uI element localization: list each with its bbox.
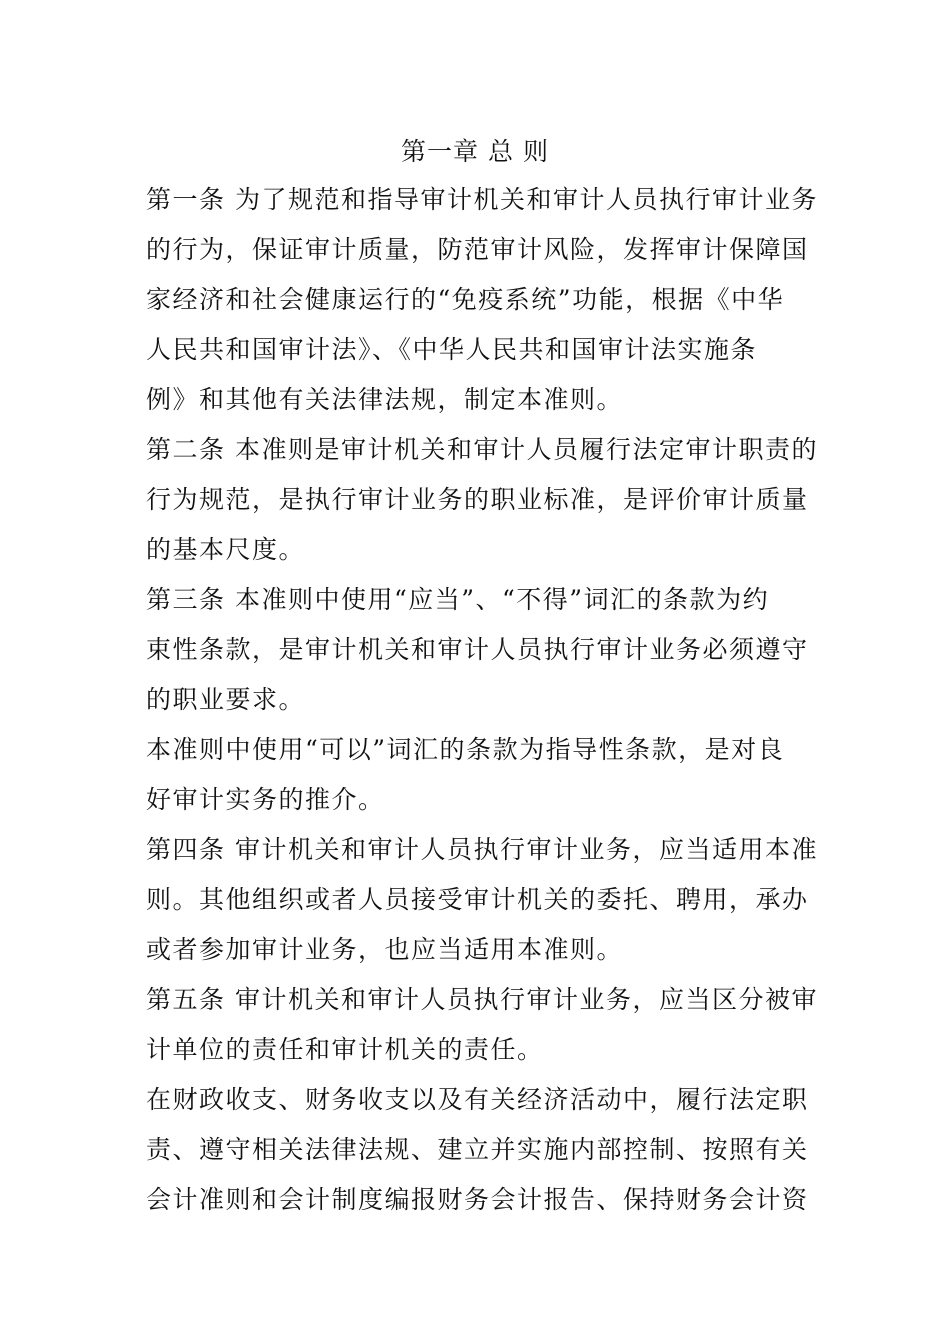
text-line-20: 责、遵守相关法律法规、建立并实施内部控制、按照有关 xyxy=(146,1135,809,1164)
text-line-7: 行为规范，是执行审计业务的职业标准，是评价审计质量 xyxy=(146,485,809,514)
text-line-14: 第四条 审计机关和审计人员执行审计业务，应当适用本准 xyxy=(146,835,818,864)
chapter-title: 第一章 总 则 xyxy=(401,137,549,166)
text-line-18: 计单位的责任和审计机关的责任。 xyxy=(146,1035,544,1064)
text-line-3: 家经济和社会健康运行的“免疫系统”功能，根据《中华 xyxy=(146,285,785,314)
text-line-12: 本准则中使用“可以”词汇的条款为指导性条款，是对良 xyxy=(146,735,785,764)
text-line-8: 的基本尺度。 xyxy=(146,535,306,564)
text-line-13: 好审计实务的推介。 xyxy=(146,785,385,814)
text-line-6: 第二条 本准则是审计机关和审计人员履行法定审计职责的 xyxy=(146,435,818,464)
text-line-9: 第三条 本准则中使用“应当”、“不得”词汇的条款为约 xyxy=(146,585,770,614)
text-line-15: 则。其他组织或者人员接受审计机关的委托、聘用，承办 xyxy=(146,885,809,914)
text-line-4: 人民共和国审计法》、《中华人民共和国审计法实施条 xyxy=(146,335,758,364)
text-line-10: 束性条款，是审计机关和审计人员执行审计业务必须遵守 xyxy=(146,635,809,664)
text-line-19: 在财政收支、财务收支以及有关经济活动中，履行法定职 xyxy=(146,1085,809,1114)
text-line-5: 例》和其他有关法律法规，制定本准则。 xyxy=(146,385,624,414)
text-line-11: 的职业要求。 xyxy=(146,685,306,714)
text-line-21: 会计准则和会计制度编报财务会计报告、保持财务会计资 xyxy=(146,1185,809,1214)
text-line-16: 或者参加审计业务，也应当适用本准则。 xyxy=(146,935,624,964)
text-line-2: 的行为，保证审计质量，防范审计风险，发挥审计保障国 xyxy=(146,235,809,264)
text-line-1: 第一条 为了规范和指导审计机关和审计人员执行审计业务 xyxy=(146,185,818,214)
text-line-17: 第五条 审计机关和审计人员执行审计业务，应当区分被审 xyxy=(146,985,818,1014)
